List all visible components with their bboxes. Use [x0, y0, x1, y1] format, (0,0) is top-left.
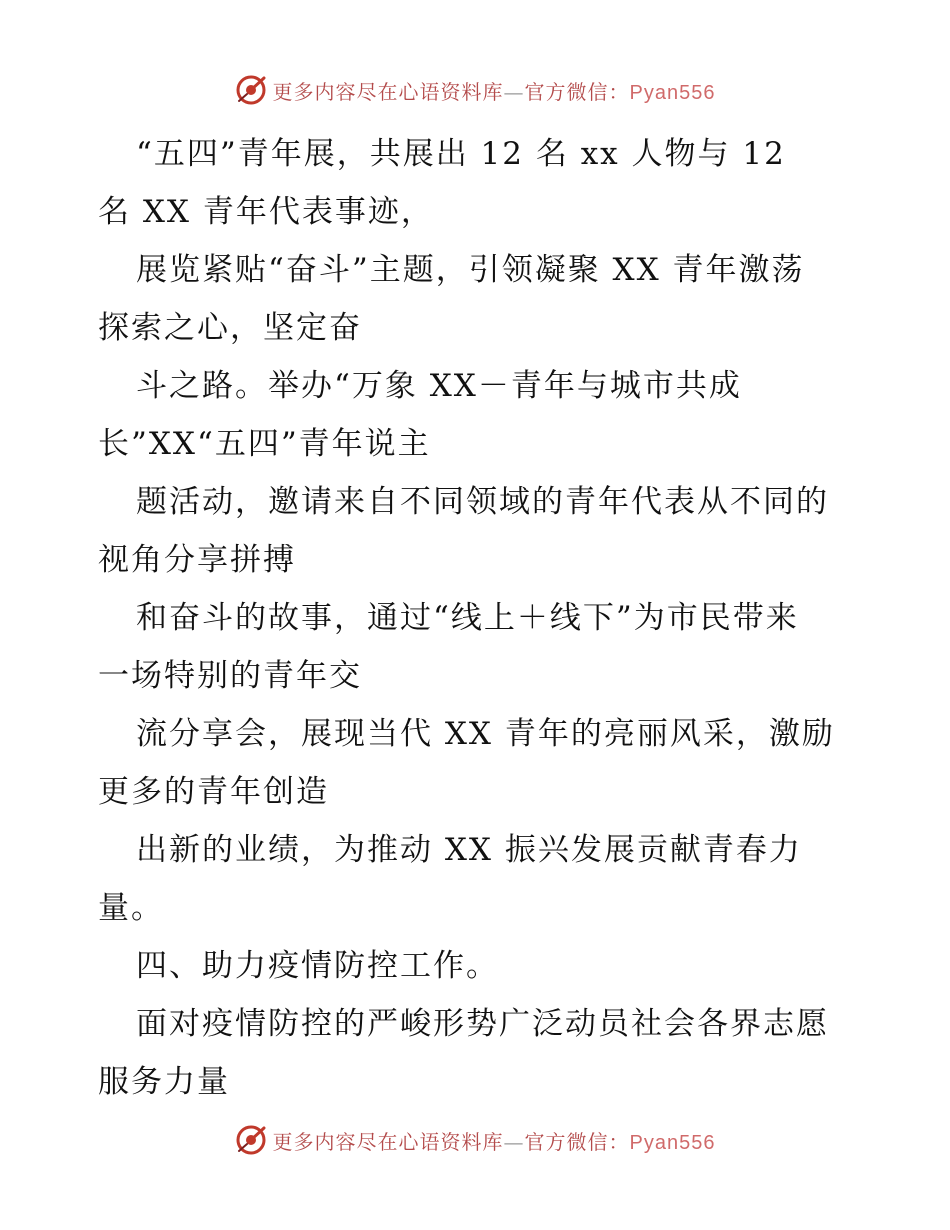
footer-banner-title: 更多内容尽在心语资料库 [272, 1129, 504, 1154]
text-line-6: 长”XX“五四”青年说主 [98, 426, 431, 462]
footer-banner-account: Pyan556 [629, 1131, 716, 1154]
pen-logo-icon [235, 1124, 267, 1156]
text-line-8: 视角分享拼搏 [98, 542, 296, 578]
text-line-16: 面对疫情防控的严峻形势广泛动员社会各界志愿 [136, 1006, 829, 1042]
text-line-10: 一场特别的青年交 [98, 658, 362, 694]
text-line-9: 和奋斗的故事，通过“线上＋线下”为市民带来 [136, 600, 799, 636]
text-line-1: “五四”青年展，共展出 12 名 xx 人物与 12 [136, 136, 786, 172]
text-line-2: 名 XX 青年代表事迹， [98, 194, 434, 230]
header-banner-text [273, 76, 716, 105]
footer-banner-channel: 官方微信： [524, 1129, 630, 1154]
text-line-11: 流分享会，展现当代 XX 青年的亮丽风采，激励 [136, 716, 835, 752]
text-line-3: 展览紧贴“奋斗”主题，引领凝聚 XX 青年激荡 [136, 252, 805, 288]
text-line-13: 出新的业绩，为推动 XX 振兴发展贡献青春力 [136, 832, 802, 868]
footer-banner [0, 1120, 950, 1160]
text-line-5: 斗之路。举办“万象 XX－青年与城市共成 [136, 368, 742, 404]
header-banner-account: Pyan556 [629, 81, 716, 104]
footer-banner-text [273, 1126, 716, 1155]
header-banner-title: 更多内容尽在心语资料库 [272, 79, 504, 104]
text-line-12: 更多的青年创造 [98, 774, 329, 810]
pen-logo-icon [235, 74, 267, 106]
footer-banner-separator: — [503, 1129, 525, 1154]
section-heading: 四、助力疫情防控工作。 [136, 948, 499, 984]
text-line-7: 题活动，邀请来自不同领域的青年代表从不同的 [136, 484, 829, 520]
header-banner-channel: 官方微信： [524, 79, 630, 104]
header-banner [0, 70, 950, 110]
text-line-17: 服务力量 [98, 1064, 230, 1100]
text-line-4: 探索之心，坚定奋 [98, 310, 362, 346]
document-body [98, 125, 858, 1111]
text-line-14: 量。 [98, 890, 164, 926]
header-banner-separator: — [503, 79, 525, 104]
